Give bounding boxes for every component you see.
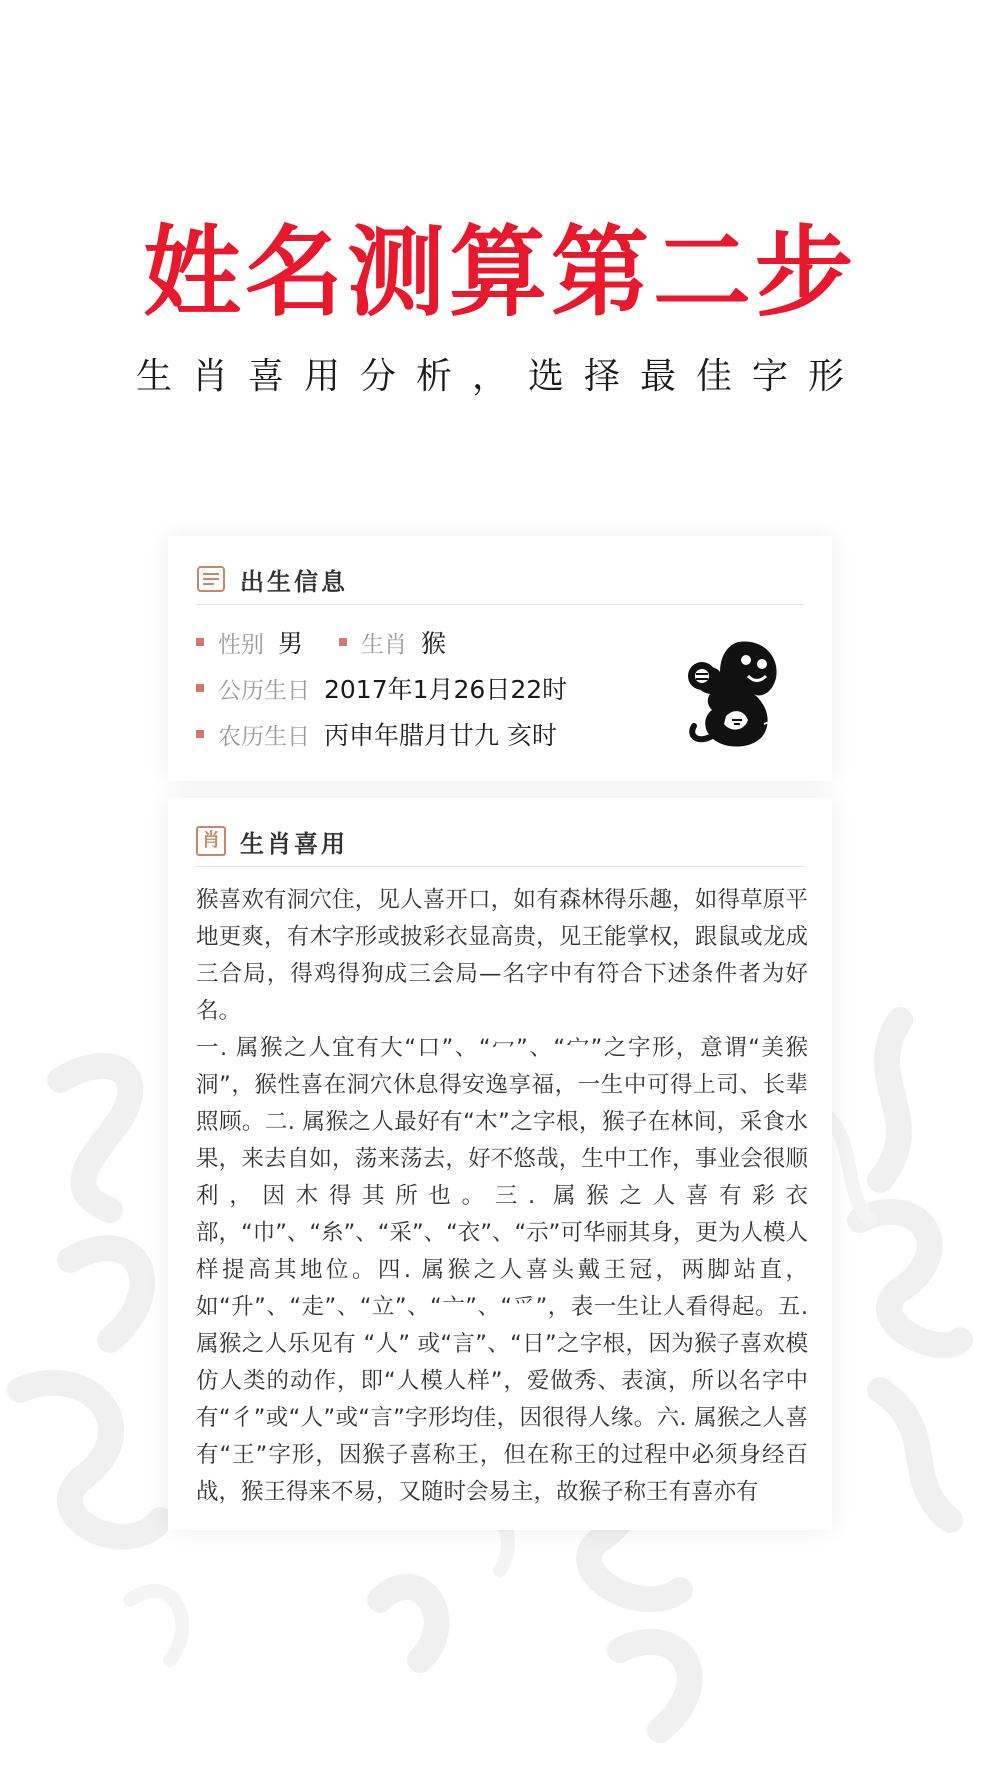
birth-info-card	[168, 536, 832, 781]
list-icon	[196, 564, 226, 594]
zodiac-label: 生肖	[361, 631, 408, 658]
zodiac-analysis-text	[196, 882, 808, 1511]
lunar-birthday-row	[196, 714, 557, 754]
gender-label: 性别	[218, 631, 264, 658]
solar-birthday-row	[196, 668, 567, 708]
gender-zodiac-row	[196, 622, 446, 662]
birth-info-header	[196, 554, 804, 605]
gender-value: 男	[278, 629, 304, 658]
solar-birthday-label: 公历生日	[218, 677, 310, 704]
zodiac-preference-card	[168, 798, 832, 1530]
analysis-paragraph: 一. 属猴之人宜有大“口”、“冖”、“宀”之字形，意谓“美猴洞”，猴性喜在洞穴休息得安逸享福，一生中可得上司、长辈照顾。二. 属猴之人最好有“木”之字根，猴子在林间，采食水果，来去自如，荡来荡去，好不悠哉，生中工作，事业会很顺利，因木得其所也。三. 属猴之人喜有彩衣部，“巾”、“糸”、“采”、“衣”、“示”可华丽其身，更为人模人样提高其地位。四. 属猴之人喜头戴王冠，两脚站直，如“升”、“走”、“立”、“亠”、“爫”，表一生让人看得起。五. 属猴之人乐见有 “人” 或“言”、“日”之字根，因为猴子喜欢模仿人类的动作，即“人模人样”，爱做秀、表演，所以名字中有“彳”或“人”或“言”字形均佳，因很得人缘。六. 属猴之人喜有“王”字形，因猴子喜称王，但在称王的过程中必须身经百战，猴王得来不易，又随时会易主，故猴子称王有喜亦有	[196, 1035, 808, 1505]
lunar-birthday-label: 农历生日	[218, 723, 310, 750]
zodiac-preference-header	[196, 816, 804, 867]
birth-info-title: 出生信息	[240, 566, 348, 596]
bullet	[196, 638, 204, 646]
zodiac-preference-title: 生肖喜用	[240, 828, 348, 858]
monkey-papercut-icon	[668, 624, 798, 754]
page-headline: 姓名测算第二步	[142, 215, 857, 330]
bullet	[339, 638, 347, 646]
lunar-birthday-value: 丙申年腊月廿九 亥时	[324, 721, 557, 750]
page-subheadline: 生肖喜用分析，选择最佳字形	[135, 356, 864, 397]
bullet	[196, 684, 204, 692]
analysis-paragraph: 猴喜欢有洞穴住，见人喜开口，如有森林得乐趣，如得草原平地更爽，有木字形或披彩衣显高贵，见王能掌权，跟鼠或龙成三合局，得鸡得狗成三会局—名字中有符合下述条件者为好名。	[196, 887, 808, 1024]
zodiac-value: 猴	[421, 629, 447, 658]
solar-birthday-value: 2017年1月26日22时	[324, 675, 568, 704]
zodiac-char-icon: 肖	[196, 826, 226, 856]
bullet	[196, 730, 204, 738]
